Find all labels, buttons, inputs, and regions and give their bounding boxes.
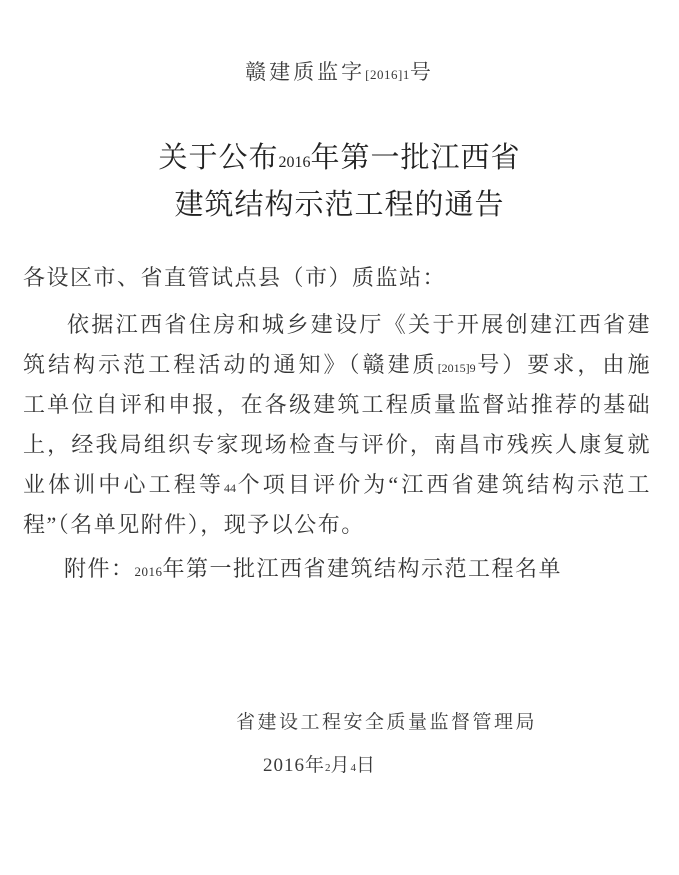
attachment-label: 附件： bbox=[64, 556, 135, 581]
body-paragraph bbox=[23, 305, 651, 545]
attachment-text: 年第一批江西省建筑结构示范工程名单 bbox=[162, 556, 563, 581]
body-line-2 bbox=[23, 345, 651, 385]
title-line-1 bbox=[0, 135, 679, 176]
body-line-4: 上，经我局组织专家现场检查与评价，南昌市残疾人康复就 bbox=[23, 432, 651, 457]
body-line-5-post: 个项目评价为“江西省建筑结构示范工 bbox=[236, 472, 651, 497]
date-year: 2016 bbox=[263, 755, 305, 776]
body-line-2-doc-number: [2015]9 bbox=[437, 361, 476, 375]
doc-number-prefix: 赣建质监字 bbox=[245, 60, 366, 84]
body-line-5-pre: 业体训中心工程等 bbox=[23, 472, 225, 497]
doc-number bbox=[0, 56, 679, 86]
date-day: 4 bbox=[350, 762, 357, 774]
title-line-1-pre: 关于公布 bbox=[158, 142, 279, 174]
attachment-line bbox=[64, 552, 562, 583]
doc-number-value: [2016]1 bbox=[365, 67, 410, 82]
body-line-5-project-count: 44 bbox=[224, 481, 237, 495]
title-line-1-post: 年第一批江西省 bbox=[310, 142, 521, 174]
body-line-3: 工单位自评和申报，在各级建筑工程质量监督站推荐的基础 bbox=[23, 392, 651, 417]
title-line-2: 建筑结构示范工程的通告 bbox=[174, 189, 505, 221]
date-year-label: 年 bbox=[305, 755, 326, 776]
signature-org: 省建设工程安全质量监督管理局 bbox=[236, 712, 538, 733]
doc-number-suffix: 号 bbox=[409, 60, 434, 84]
signature-date bbox=[263, 750, 376, 777]
date-day-label: 日 bbox=[356, 755, 377, 776]
date-month: 2 bbox=[325, 762, 331, 774]
body-line-1: 依据江西省住房和城乡建设厅《关于开展创建江西省建 bbox=[67, 312, 651, 337]
body-line-2-post: 号）要求，由施 bbox=[475, 352, 651, 377]
salutation: 各设区市、省直管试点县（市）质监站： bbox=[23, 265, 447, 290]
body-line-6: 程”（名单见附件），现予以公布。 bbox=[23, 512, 365, 537]
body-line-2-pre: 筑结构示范工程活动的通知》（赣建质 bbox=[23, 352, 438, 377]
title-year: 2016 bbox=[278, 154, 311, 171]
date-month-label: 月 bbox=[330, 755, 351, 776]
body-line-5 bbox=[23, 465, 651, 505]
attachment-year: 2016 bbox=[134, 564, 163, 579]
